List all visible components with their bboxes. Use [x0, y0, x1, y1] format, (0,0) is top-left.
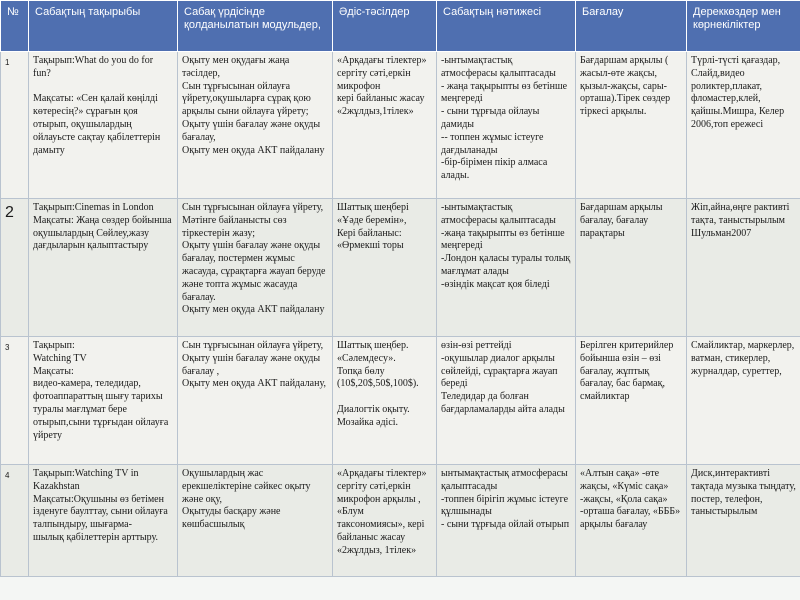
- cell-result: -ынтымақтастық атмосферасы қалыптасады - жаңа тақырыпты өз бетінше меңгереді - сыни тұрғыда ойлауы дамиды -- топпен жұмыс істеуге дағдыланады -бір-бірімен пікір алмаса алады.: [437, 52, 576, 199]
- cell-result: өзін-өзі реттейді -оқушылар диалог арқылы сөйлейді, сұрақтарға жауап береді Теледидар да болған бағдарламаларды айта алады: [437, 337, 576, 465]
- header-resources: Дереккөздер мен көрнекіліктер: [687, 1, 800, 52]
- cell-topic: Тақырып:Watching TV in Kazakhstan Мақсаты:Оқушыны өз бетімен ізденуге баулттау, сыни ойлауға талпындыру, шығарма- шылық қабілеттерін арттыру.: [29, 465, 178, 577]
- header-topic: Сабақтың тақырыбы: [29, 1, 178, 52]
- table-row: [1, 465, 800, 577]
- cell-methods: Шаттық шеңбер. «Сәлемдесу». Топқа бөлу (10$,20$,50$,100$). Диалогтік оқыту. Мозайка әдісі.: [333, 337, 437, 465]
- cell-resources: Түрлі-түсті қағаздар, Слайд,видео роликтер,плакат, фломастер,клей, қайшы.Мишра, Келер 2006,топ ережесі: [687, 52, 800, 199]
- cell-result: -ынтымақтастық атмосферасы қалыптасады -жаңа тақырыпты өз бетінше меңгереді -Лондон қаласы туралы толық мағлұмат алады -өзіндік мақсат қоя біледі: [437, 199, 576, 337]
- cell-assessment: «Алтын сақа» -өте жақсы, «Күміс сақа» -жақсы, «Қола сақа» -орташа бағалау, «БББ» арқылы бағалау: [576, 465, 687, 577]
- cell-assessment: Берілген критерийлер бойынша өзін – өзі бағалау, жұптық бағалау, бас бармақ, смайликтар: [576, 337, 687, 465]
- header-assessment: Бағалау: [576, 1, 687, 52]
- cell-result: ынтымақтастық атмосферасы қалыптасады -топпен бірігіп жұмыс істеуге құлшынады - сыни тұрғыда ойлай отырып: [437, 465, 576, 577]
- cell-methods: «Арқадағы тілектер» сергіту сәті,еркін микрофон кері байланыс жасау «2жұлдыз,1тілек»: [333, 52, 437, 199]
- cell-methods: «Арқадағы тілектер» сергіту сәті,еркін микрофон арқылы , «Блум таксономиясы», кері байланыс жасау «2жұлдыз, 1тілек»: [333, 465, 437, 577]
- header-modules: Сабақ үрдісінде қолданылатын модульдер,: [178, 1, 333, 52]
- cell-resources: Смайликтар, маркерлер, ватман, стикерлер, журналдар, суреттер,: [687, 337, 800, 465]
- header-methods: Әдіс-тәсілдер: [333, 1, 437, 52]
- cell-assessment: Бағдаршам арқылы бағалау, бағалау парақтары: [576, 199, 687, 337]
- cell-methods: Шаттық шеңбері «Ұәде беремін», Кері байланыс: «Өрмекші торы: [333, 199, 437, 337]
- cell-resources: Диск,интерактивті тақтада музыка тыңдату, постер, телефон, таныстырылым: [687, 465, 800, 577]
- cell-topic: Тақырып:What do you do for fun? Мақсаты: «Сен қалай көңілді көтересің?» сұрағын қоя отырып, оқушылардың ойлауьсте сақтау қабілеттерін дамыту: [29, 52, 178, 199]
- cell-topic: Тақырып:Cinemas in London Мақсаты: Жаңа сөздер бойынша оқушылардың Сөйлеу,жазу дағдыларын қалыптастыру: [29, 199, 178, 337]
- cell-resources: Жіп,айна,өңге рактивті тақта, таныстырылым Шульман2007: [687, 199, 800, 337]
- row-number: 1: [1, 52, 29, 199]
- table-row: [1, 52, 800, 199]
- row-number: 2: [1, 199, 29, 337]
- cell-topic: Тақырып: Watching TV Мақсаты: видео-камера, теледидар, фотоаппараттың шығу тарихы туралы мағлұмат бере отырып,сыни тұрғыдан ойлауға үйрету: [29, 337, 178, 465]
- table-row: [1, 337, 800, 465]
- table-row: [1, 199, 800, 337]
- row-number: 4: [1, 465, 29, 577]
- cell-modules: Сын тұрғысынан ойлауға үйрету, Оқыту үшін бағалау және оқуды бағалау , Оқыту мен оқуда АКТ пайдалану,: [178, 337, 333, 465]
- cell-modules: Оқыту мен оқудағы жаңа тәсілдер, Сын тұрғысынан ойлауға үйрету,оқушыларға сұрақ қою арқылы сыни ойлауға үйрету; Оқыту үшін бағалау және оқуды бағалау, Оқыту мен оқуда АКТ пайдалану: [178, 52, 333, 199]
- table-header-row: [1, 1, 800, 52]
- row-number: 3: [1, 337, 29, 465]
- cell-assessment: Бағдаршам арқылы ( жасыл-өте жақсы, қызыл-жақсы, сары-орташа).Тірек сөздер тіркесі арқылы.: [576, 52, 687, 199]
- cell-modules: Сын тұрғысынан ойлауға үйрету, Мәтінге байланысты сөз тіркестерін жазу; Оқыту үшін бағалау және оқуды бағалау, постермен жұмыс жасауда, сұрақтарға жауап беруде және топта жұмыс жасауда бағалау. Оқыту мен оқуда АКТ пайдалану: [178, 199, 333, 337]
- header-number: №: [1, 1, 29, 52]
- cell-modules: Оқушылардың жас ерекшеліктеріне сәйкес оқыту және оқу, Оқытуды басқару және көшбасшылық: [178, 465, 333, 577]
- header-result: Сабақтың нәтижесі: [437, 1, 576, 52]
